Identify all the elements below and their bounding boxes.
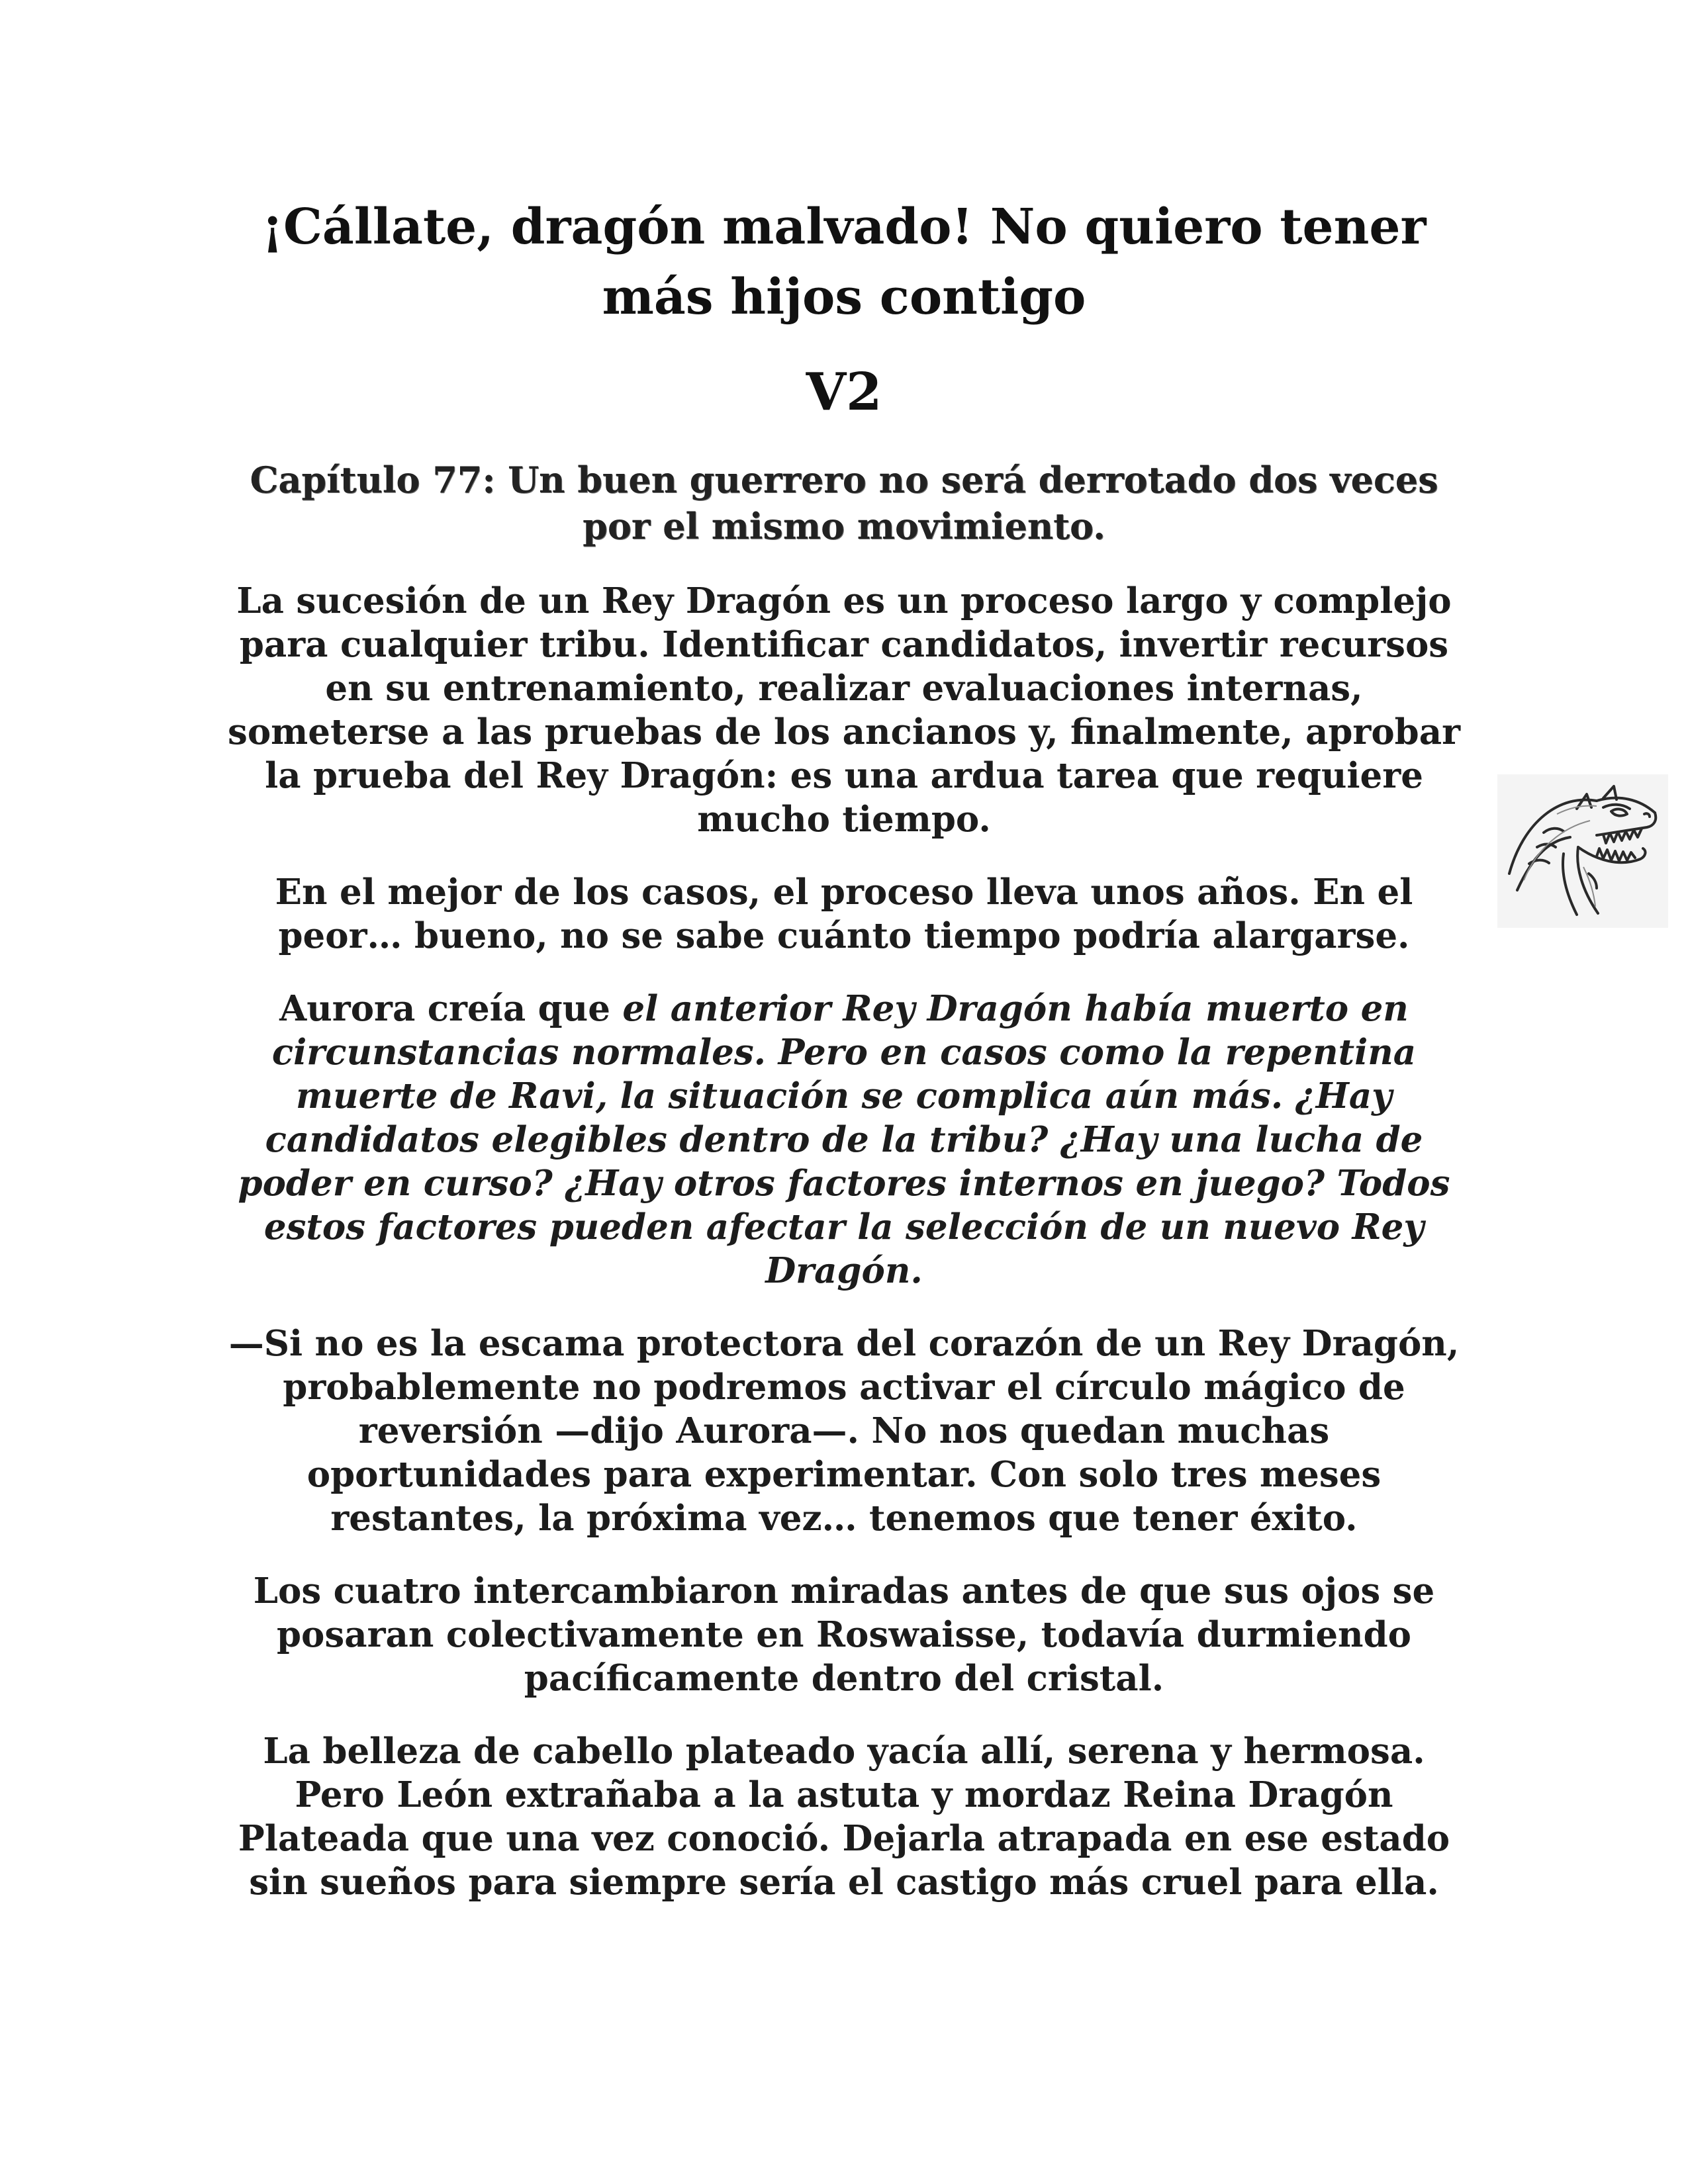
chapter-heading: Capítulo 77: Un buen guerrero no será derrotado dos veces por el mismo movimiento. (250, 459, 1438, 547)
chapter-body (218, 579, 1470, 1933)
paragraph-2: En el mejor de los casos, el proceso lleva unos años. En el peor… bueno, no se sabe cuánto tiempo podría alargarse. (275, 872, 1413, 956)
paragraph-3 (218, 987, 1470, 1293)
paragraph-6: La belleza de cabello plateado yacía allí, serena y hermosa. Pero León extrañaba a la astuta y mordaz Reina Dragón Plateada que una vez conoció. Dejarla atrapada en ese estado sin sueños para siempre sería el castigo más cruel para ella. (238, 1731, 1450, 1903)
paragraph-3-lead: Aurora creía que (279, 988, 623, 1029)
dragon-head-sketch-icon (1497, 774, 1668, 928)
document-title: ¡Cállate, dragón malvado! No quiero tener más hijos contigo (261, 199, 1427, 326)
paragraph-1: La sucesión de un Rey Dragón es un proceso largo y complejo para cualquier tribu. Identificar candidatos, invertir recursos en su entrenamiento, realizar evaluaciones internas, someterse a las pruebas de los ancianos y, finalmente, aprobar la prueba del Rey Dragón: es una ardua tarea que requiere mucho tiempo. (227, 580, 1460, 840)
paragraph-4: —Si no es la escama protectora del corazón de un Rey Dragón, probablemente no podremos activar el círculo mágico de reversión —dijo Aurora—. No nos quedan muchas oportunidades para experimentar. Con solo tres meses restantes, la próxima vez… tenemos que tener éxito. (228, 1323, 1460, 1539)
paragraph-5: Los cuatro intercambiaron miradas antes de que sus ojos se posaran colectivamente en Roswaisse, todavía durmiendo pacíficamente dentro del cristal. (253, 1570, 1435, 1699)
volume-label: V2 (806, 362, 882, 422)
paragraph-3-italic: el anterior Rey Dragón había muerto en circunstancias normales. Pero en casos como la repentina muerte de Ravi, la situación se complica aún más. ¿Hay candidatos elegibles dentro de la tribu? ¿Hay una lucha de poder en curso? ¿Hay otros factores internos en juego? Todos estos factores pueden afectar la selección de un nuevo Rey Dragón. (238, 988, 1450, 1291)
